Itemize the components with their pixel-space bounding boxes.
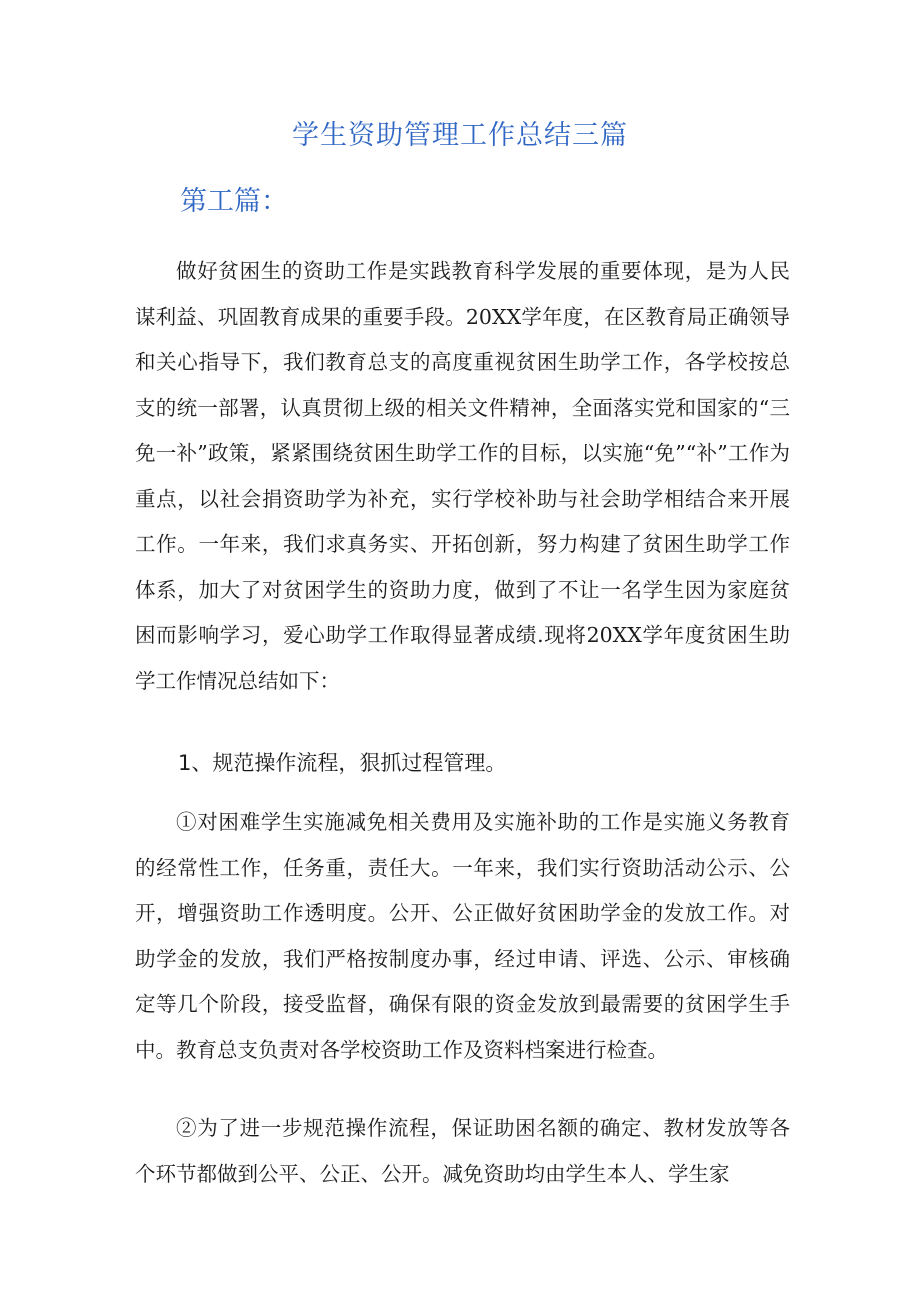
body-paragraph-item-2: ②为了进一步规范操作流程，保证助困名额的确定、教材发放等各个环节都做到公平、公正、公开。减免资助均由学生本人、学生家 (135, 1116, 790, 1186)
body-paragraph-intro: 做好贫困生的资助工作是实践教育科学发展的重要体现，是为人民谋利益、巩固教育成果的重要手段。20XX学年度，在区教育局正确领导和关心指导下，我们教育总支的高度重视贫困生助学工作，各学校按总支的统一部署，认真贯彻上级的相关文件精神，全面落实党和国家的“三免一补”政策，紧紧围绕贫困生助学工作的目标，以实施“免”“补”工作为重点，以社会捐资助学为补充，实行学校补助与社会助学相结合来开展工作。一年来，我们求真务实、开拓创新，努力构建了贫困生助学工作体系，加大了对贫困学生的资助力度，做到了不让一名学生因为家庭贫困而影响学习，爱心助学工作取得显著成绩.现将20XX学年度贫困生助学工作情况总结如下： (135, 259, 790, 693)
document-title: 学生资助管理工作总结三篇 (292, 120, 628, 151)
section-heading: 第工篇： (180, 186, 288, 217)
subheading-1: 1、规范操作流程，狠抓过程管理。 (178, 751, 507, 775)
body-paragraph-item-1: ①对困难学生实施减免相关费用及实施补助的工作是实施义务教育的经常性工作，任务重，责任大。一年来，我们实行资助活动公示、公开，增强资助工作透明度。公开、公正做好贫困助学金的发放工作。对助学金的发放，我们严格按制度办事，经过申请、评选、公示、审核确定等几个阶段，接受监督，确保有限的资金发放到最需要的贫困学生手中。教育总支负责对各学校资助工作及资料档案进行检查。 (135, 810, 790, 1062)
